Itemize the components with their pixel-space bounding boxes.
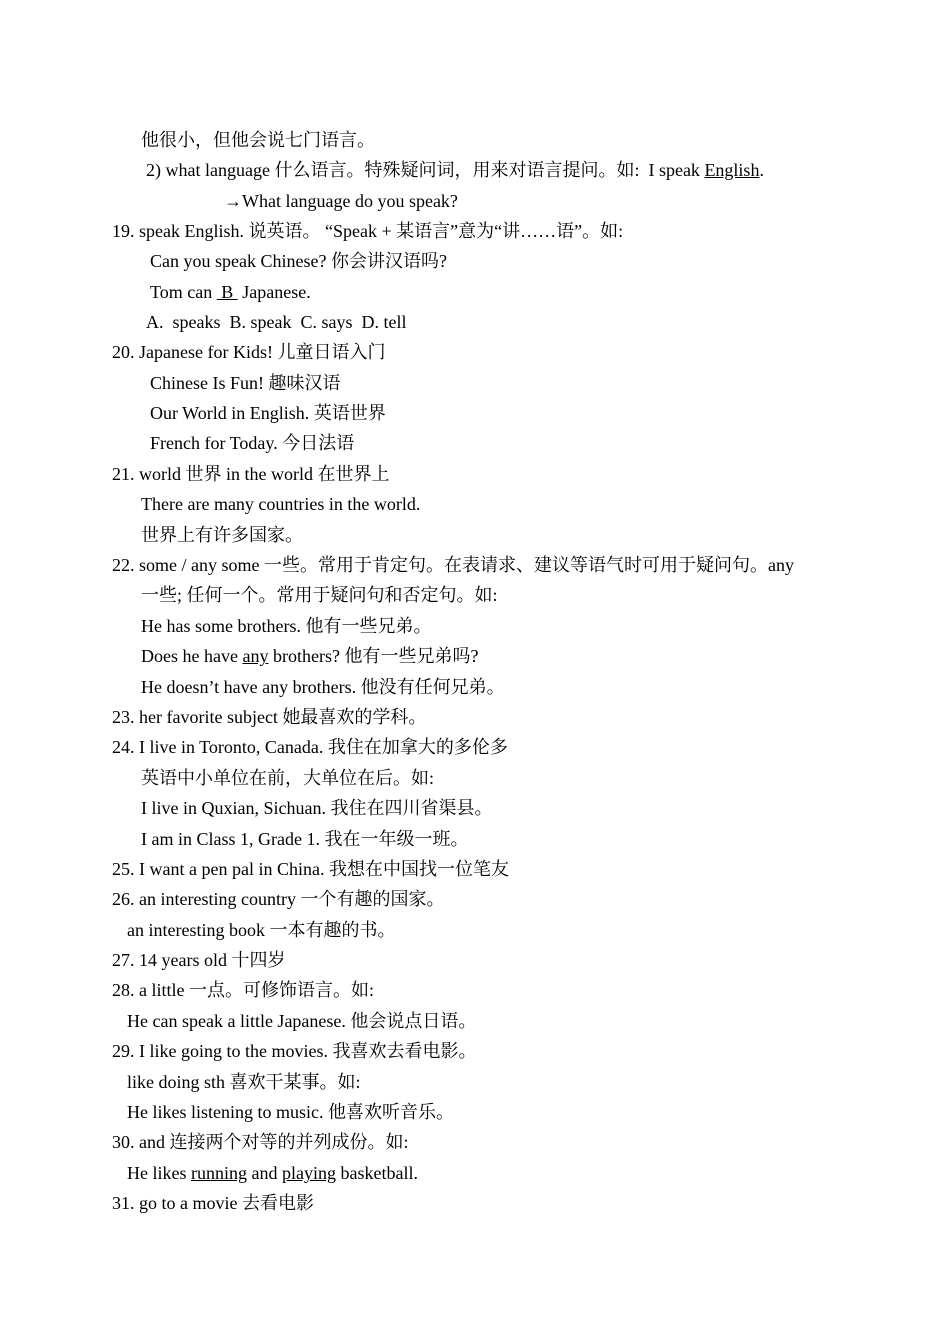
text-line [141, 676, 505, 698]
text-segment: 世界上有许多国家。 [141, 525, 303, 545]
underlined-answer: any [242, 646, 269, 666]
text-line [150, 250, 447, 272]
text-segment: 一些; 任何一个。常用于疑问句和否定句。如: [141, 585, 498, 605]
text-line [112, 341, 385, 363]
underlined-answer: B [216, 282, 238, 302]
text-segment: 22. some / any some 一些。常用于肯定句。在表请求、建议等语气时可用于疑问句。any [112, 555, 794, 575]
text-segment: an interesting book 一本有趣的书。 [127, 920, 396, 940]
text-segment: 23. her favorite subject 她最喜欢的学科。 [112, 707, 427, 727]
text-line [127, 1162, 418, 1184]
text-segment: 27. 14 years old 十四岁 [112, 950, 286, 970]
text-segment: 26. an interesting country 一个有趣的国家。 [112, 889, 445, 909]
text-segment: I am in Class 1, Grade 1. 我在一年级一班。 [141, 829, 469, 849]
text-line [112, 979, 374, 1001]
text-segment: 28. a little 一点。可修饰语言。如: [112, 980, 374, 1000]
text-line [112, 858, 509, 880]
text-line [112, 706, 426, 728]
text-segment: Chinese Is Fun! 趣味汉语 [150, 373, 341, 393]
text-line [150, 402, 386, 424]
text-line [141, 584, 498, 606]
text-segment: and [246, 1163, 282, 1183]
text-segment: 25. I want a pen pal in China. 我想在中国找一位笔友 [112, 859, 509, 879]
text-line [150, 372, 341, 394]
text-line [141, 615, 431, 637]
text-segment: brothers? 他有一些兄弟吗? [268, 646, 479, 666]
text-segment: Japanese. [237, 282, 311, 302]
text-segment: 19. speak English. 说英语。 “Speak + 某语言”意为“讲……语”。如: [112, 221, 624, 241]
text-segment: 30. and 连接两个对等的并列成份。如: [112, 1132, 409, 1152]
text-line [112, 463, 389, 485]
text-line [150, 432, 354, 454]
text-line [224, 190, 458, 212]
text-segment: 24. I live in Toronto, Canada. 我住在加拿大的多伦多 [112, 737, 508, 757]
text-line [150, 281, 311, 303]
text-line [112, 1131, 409, 1153]
text-segment: 他很小，但他会说七门语言。 [141, 130, 375, 150]
text-segment: There are many countries in the world. [141, 494, 421, 514]
text-segment: basketball. [335, 1163, 418, 1183]
text-segment: He can speak a little Japanese. 他会说点日语。 [127, 1011, 477, 1031]
text-line [112, 1040, 476, 1062]
text-segment: Can you speak Chinese? 你会讲汉语吗? [150, 251, 447, 271]
text-line [141, 797, 492, 819]
text-line [127, 1010, 476, 1032]
text-segment: 20. Japanese for Kids! 儿童日语入门 [112, 342, 386, 362]
text-line [141, 645, 478, 667]
text-segment: He doesn’t have any brothers. 他没有任何兄弟。 [141, 677, 505, 697]
text-segment: Does he have [141, 646, 243, 666]
underlined-answer: playing [281, 1163, 336, 1183]
text-segment: He likes [127, 1163, 191, 1183]
text-segment: →What language do you speak? [224, 191, 458, 211]
text-segment: He likes listening to music. 他喜欢听音乐。 [127, 1102, 454, 1122]
text-line [146, 311, 406, 333]
text-segment: Our World in English. 英语世界 [150, 403, 386, 423]
text-segment: 英语中小单位在前，大单位在后。如: [141, 768, 434, 788]
text-line [141, 828, 468, 850]
text-segment: I live in Quxian, Sichuan. 我住在四川省渠县。 [141, 798, 493, 818]
text-segment: like doing sth 喜欢干某事。如: [127, 1072, 361, 1092]
text-segment: French for Today. 今日法语 [150, 433, 355, 453]
text-line [112, 1192, 314, 1214]
text-line [112, 220, 623, 242]
text-line [141, 524, 303, 546]
text-segment: . [759, 160, 764, 180]
text-line [146, 159, 764, 181]
text-segment: Tom can [150, 282, 217, 302]
text-segment: 31. go to a movie 去看电影 [112, 1193, 314, 1213]
text-segment: He has some brothers. 他有一些兄弟。 [141, 616, 432, 636]
text-line [112, 736, 508, 758]
text-line [112, 554, 794, 576]
text-segment: A. speaks B. speak C. says D. tell [146, 312, 407, 332]
text-segment: 2) what language 什么语言。特殊疑问词，用来对语言提问。如: I speak [146, 160, 705, 180]
text-line [141, 767, 434, 789]
text-line [141, 129, 375, 151]
text-line [127, 1101, 454, 1123]
text-line [127, 1071, 361, 1093]
underlined-answer: running [190, 1163, 247, 1183]
text-line [112, 888, 444, 910]
text-segment: 21. world 世界 in the world 在世界上 [112, 464, 390, 484]
text-line [141, 493, 420, 515]
text-line [127, 919, 395, 941]
underlined-answer: English [704, 160, 760, 180]
text-segment: 29. I like going to the movies. 我喜欢去看电影。 [112, 1041, 477, 1061]
text-line [112, 949, 285, 971]
